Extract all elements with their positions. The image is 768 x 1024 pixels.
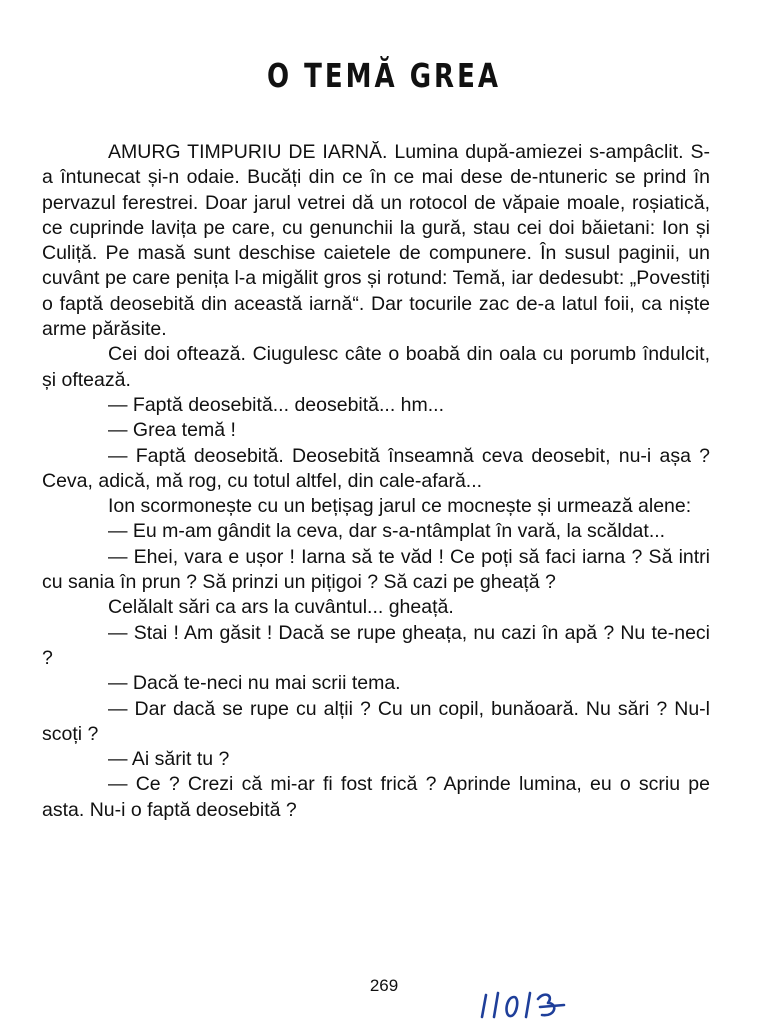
paragraph: — Eu m-am gândit la ceva, dar s-a-ntâmplat în vară, la scăldat... (108, 520, 666, 543)
paragraph: — Ce ? Crezi că mi-ar fi fost frică ? Aprinde lumina, eu o scriu pe asta. Nu-i o faptă deosebită ? (42, 773, 710, 821)
paragraph: — Faptă deosebită. Deosebită înseamnă ceva deosebit, nu-i așa ? Ceva, adică, mă rog, cu totul altfel, din cale-afară... (42, 444, 710, 492)
paragraph: — Ehei, vara e ușor ! Iarna să te văd ! Ce poți să faci iarna ? Să intri cu sania în prun ? Să prinzi un pițigoi ? Să cazi pe gheață ? (42, 545, 710, 594)
handwritten-note (476, 983, 576, 1021)
paragraph: Ion scormonește cu un bețișag jarul ce mocnește și urmează alene: (108, 495, 692, 518)
paragraph: — Stai ! Am găsit ! Dacă se rupe gheața, nu cazi în apă ? Nu te-neci ? (42, 621, 710, 669)
paragraph: Cei doi oftează. Ciugulesc câte o boabă din oala cu porumb îndulcit, și oftează. (42, 343, 710, 391)
paragraph: — Grea temă ! (108, 419, 236, 442)
body-text (42, 140, 710, 823)
paragraph: — Faptă deosebită... deosebită... hm... (108, 393, 445, 416)
paragraph: — Dar dacă se rupe cu alții ? Cu un copil, bunăoară. Nu sări ? Nu-l scoți ? (42, 697, 710, 745)
paragraph: AMURG TIMPURIU DE IARNĂ. Lumina după-amiezei s-ampâclit. S-a întunecat și-n odaie. Bucăți din ce în ce mai dese de-ntuneric se prind în pervazul ferestrei. Doar jarul vetrei dă un rotocol de văpaie moale, roșiatică, ce cuprinde lavița pe care, cu genunchii la gură, stau cei doi băietani: Ion și Culiță. Pe masă sunt deschise caietele de compunere. În susul paginii, un cuvânt pe care penița l-a migălit gros și rotund: Temă, iar dedesubt: „Povestiți o faptă deosebită din această iarnă“. Dar tocurile zac de-a latul foii, ca niște arme părăsite. (42, 141, 710, 341)
chapter-title: O TEMĂ GREA (267, 58, 501, 96)
paragraph: — Dacă te-neci nu mai scrii tema. (108, 672, 401, 695)
paragraph: Celălalt sări ca ars la cuvântul... gheață. (108, 596, 454, 619)
page-number: 269 (369, 976, 399, 995)
paragraph: — Ai sărit tu ? (108, 748, 230, 771)
